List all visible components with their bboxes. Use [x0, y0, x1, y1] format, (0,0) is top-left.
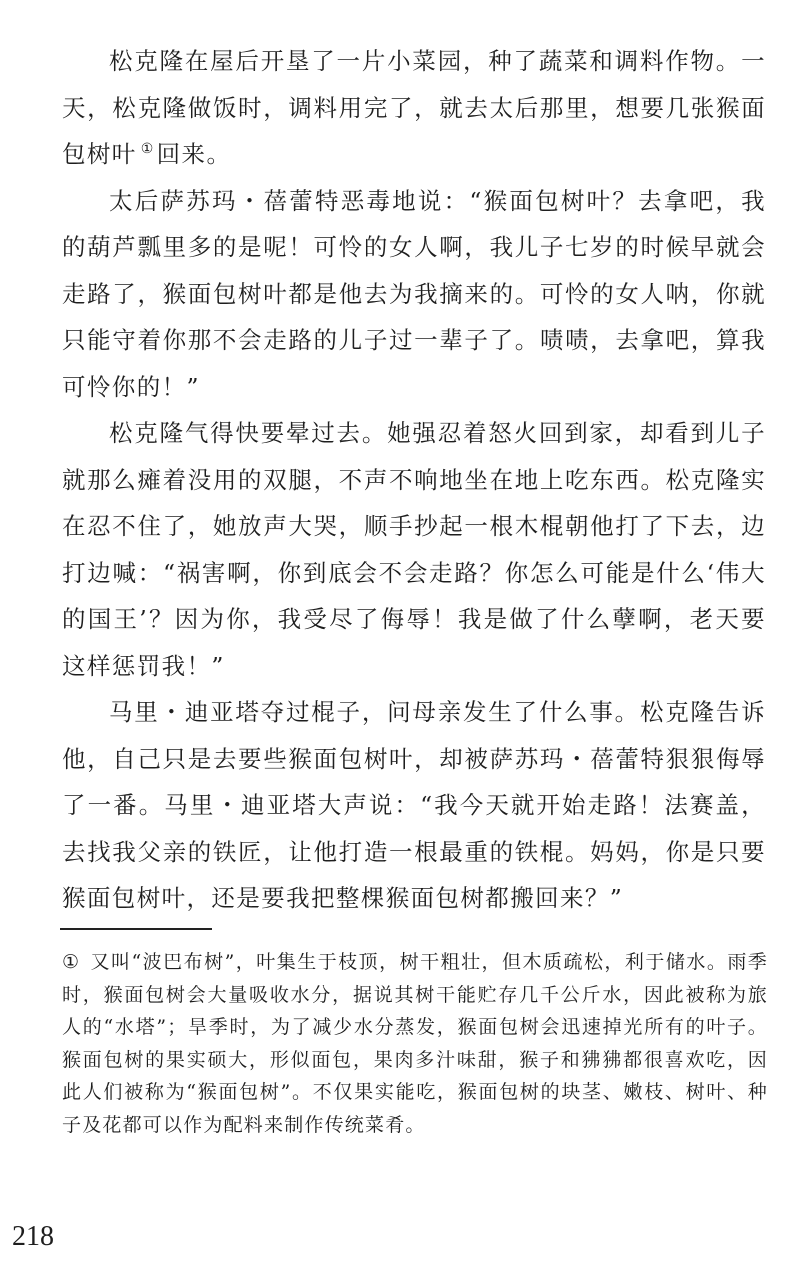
- footnote-divider: [60, 928, 212, 930]
- footnote-text: 又叫“波巴布树”，叶集生于枝顶，树干粗壮，但木质疏松，利于储水。雨季时，猴面包树会大量吸收水分，据说其树干能贮存几千公斤水，因此被称为旅人的“水塔”；旱季时，为了减少水分蒸发，猴面包树会迅速掉光所有的叶子。猴面包树的果实硕大，形似面包，果肉多汁味甜，猴子和狒狒都很喜欢吃，因此人们被称为“猴面包树”。不仅果实能吃，猴面包树的块茎、嫩枝、树叶、种子及花都可以作为配料来制作传统菜肴。: [62, 951, 768, 1136]
- page-number: 218: [12, 1221, 54, 1252]
- paragraph-1-text-after-note: 回来。: [156, 140, 232, 168]
- main-text: [62, 38, 766, 922]
- paragraph-1-text: 松克隆在屋后开垦了一片小菜园，种了蔬菜和调料作物。一天，松克隆做饭时，调料用完了，就去太后那里，想要几张猴面包树叶: [62, 47, 766, 168]
- footnote-number: ①: [62, 951, 81, 973]
- footnote-paragraph: [62, 946, 768, 1141]
- paragraph-4: 马里・迪亚塔夺过棍子，问母亲发生了什么事。松克隆告诉他，自己只是去要些猴面包树叶，却被萨苏玛・蓓蕾特狠狠侮辱了一番。马里・迪亚塔大声说：“我今天就开始走路！法赛盖，去找我父亲的铁匠，让他打造一根最重的铁棍。妈妈，你是只要猴面包树叶，还是要我把整棵猴面包树都搬回来？”: [62, 698, 766, 912]
- paragraph-3: 松克隆气得快要晕过去。她强忍着怒火回到家，却看到儿子就那么瘫着没用的双腿，不声不响地坐在地上吃东西。松克隆实在忍不住了，她放声大哭，顺手抄起一根木棍朝他打了下去，边打边喊：“祸害啊，你到底会不会走路？你怎么可能是什么‘伟大的国王’？因为你，我受尽了侮辱！我是做了什么孽啊，老天要这样惩罚我！”: [62, 419, 766, 680]
- footnote: [62, 946, 768, 1141]
- paragraph-2: 太后萨苏玛・蓓蕾特恶毒地说：“猴面包树叶？去拿吧，我的葫芦瓢里多的是呢！可怜的女人啊，我儿子七岁的时候早就会走路了，猴面包树叶都是他去为我摘来的。可怜的女人呐，你就只能守着你那不会走路的儿子过一辈子了。啧啧，去拿吧，算我可怜你的！”: [62, 186, 766, 401]
- footnote-reference-mark: ①: [140, 141, 155, 158]
- paragraph-1: [62, 38, 766, 178]
